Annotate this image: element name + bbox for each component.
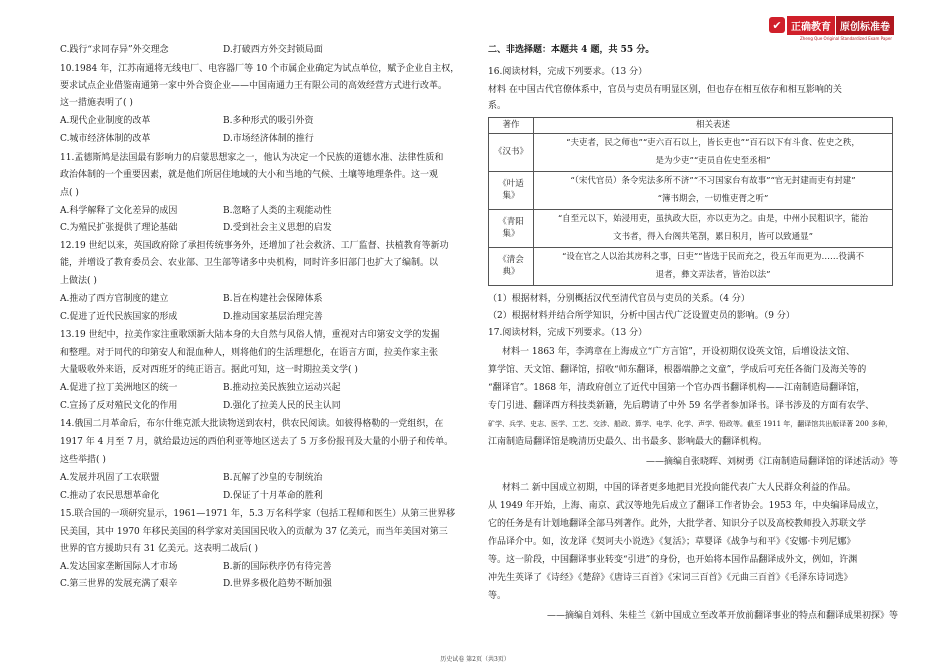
brand-tagline: 原创标准卷	[836, 16, 894, 35]
question-line	[60, 240, 449, 252]
text-segment: 能，并增设了教育委员会、农业部、卫生部等诸多中央机构，同时许多旧部门也扩大了编制。以	[60, 258, 439, 268]
answer-option: B.推动拉美民族独立运动兴起	[223, 383, 341, 393]
q16-req-1: （1）根据材料，分别概括汉代至清代官员与吏员的关系。（4 分）	[488, 294, 750, 304]
text-segment: 要求试点企业借鉴南通第一家中外合资企业——中国南通力王有限公司的高效经营方式进行改革。	[60, 81, 448, 91]
question-line	[60, 418, 443, 430]
material-line: 材料一 1863 年，李鸿章在上海成立“广方言馆”，开设初期仅设英文馆，后增设法文馆、	[502, 347, 855, 357]
text-segment: 15.联合国的一项研究显示，1961—1971 年，5.3 万名科学家（包括工程师和医生）从第三世界移	[60, 509, 456, 519]
answer-option: C.城市经济体制的改革	[60, 134, 151, 144]
question-line	[60, 63, 459, 75]
answer-option: C.推动了农民思想革命化	[60, 491, 160, 501]
material-line: ——摘编自张晓晖、刘树勇《江南制造局翻译馆的译述活动》等	[645, 457, 898, 467]
text-segment: 大量吸收外来语，反对西班牙的纯正语言。据此可知，这一时期拉美文学( )	[60, 365, 358, 375]
book-title-line: 《汉书》	[493, 146, 528, 157]
text-segment: 10.1984 年，江苏南通将无线电厂、电容器厂等 10 个市属企业确定为试点单位，赋予企业自主权，	[60, 64, 460, 74]
question-line	[60, 526, 448, 538]
material-line: 等。这一阶段，中国翻译事业转变“引进”的身份，也开始将本国作品翻译成外文，例如，许渊	[488, 555, 858, 565]
book-title	[489, 248, 534, 286]
answer-option: D.市场经济体制的推行	[223, 134, 314, 144]
question-line	[60, 543, 258, 555]
q16-material-line: 系。	[488, 101, 507, 111]
material-line: 从 1949 年开始，上海、南京、武汉等地先后成立了翻译工作者协会。1953 年，中央编译局成立，	[488, 501, 885, 511]
option-row	[60, 311, 323, 323]
table-header-book: 著作	[489, 118, 534, 134]
text-segment: 1917 年 4 月至 7 月，就给最边远的西伯利亚等地区送去了 5 万多份报刊及大量的小册子和传单。	[60, 437, 454, 447]
option-row	[60, 133, 314, 145]
material-line: 冲先生英译了《诗经》《楚辞》《唐诗三百首》《宋词三百首》《元曲三百首》《毛泽东诗词选》	[488, 573, 853, 583]
book-title-line: 集》	[502, 190, 520, 201]
material-line: 作品译介中。如，汝龙译《契诃夫小说选》《复活》；草婴译《战争与和平》《安娜·卡列尼娜》	[488, 537, 856, 547]
answer-option: C.第三世界的发展充满了艰辛	[60, 579, 178, 589]
answer-option: C.宣扬了反对殖民文化的作用	[60, 401, 178, 411]
material-line: 算学馆、天文馆、翻译馆，招收“师东翻译，根器端静之文童”，学成后可充任各衙门及海关等的	[488, 365, 867, 375]
answer-option: D.受到社会主义思想的启发	[223, 223, 332, 233]
text-segment: 这一措施表明了( )	[60, 98, 133, 108]
answer-option: C.践行“求同存异”外交理念	[60, 45, 169, 55]
option-row	[60, 115, 314, 127]
option-row	[60, 490, 323, 502]
description-line: 是为少吏”“吏员自佐史至丞相”	[655, 155, 771, 166]
text-segment: 12.19 世纪以来，英国政府除了承担传统事务外，还增加了社会救济、工厂监督、扶植教育等新功	[60, 241, 449, 251]
page-footer: 历史试卷 第2页（共3页）	[440, 656, 510, 663]
option-row	[60, 44, 323, 56]
q16-req-2: （2）根据材料并结合所学知识，分析中国古代广泛设置吏员的影响。（9 分）	[488, 311, 795, 321]
option-row	[60, 293, 323, 305]
question-line	[60, 97, 133, 109]
question-line	[60, 80, 447, 92]
table-header-desc: 相关表述	[534, 118, 893, 134]
text-segment: 世界的官方援助只有 31 亿美元。这表明二战后( )	[60, 544, 259, 554]
book-title-line: 《叶适	[498, 179, 524, 189]
answer-option: C.促进了近代民族国家的形成	[60, 312, 178, 322]
answer-option: A.现代企业制度的改革	[60, 116, 151, 126]
table-row	[489, 210, 893, 248]
q16-title: 16.阅读材料，完成下列要求。（13 分）	[488, 67, 648, 77]
question-line	[60, 347, 438, 359]
book-title	[489, 172, 534, 210]
description-line: “设在官之人以治其房科之事，曰吏”“皆选于民而充之，役五年而更为……役满不	[561, 252, 865, 262]
question-line	[60, 364, 358, 376]
question-line	[60, 257, 438, 269]
book-title-line: 典》	[502, 266, 520, 277]
description	[534, 134, 893, 172]
checkmark-icon: ✔	[769, 17, 785, 33]
description-line: 文书者，得入台阁共笔剳，累日积月，皆可以致通显”	[613, 231, 813, 242]
answer-option: D.保证了十月革命的胜利	[223, 491, 323, 501]
option-row	[60, 561, 332, 573]
material-line: ——摘编自刘科、朱桂兰《新中国成立至改革开放前翻译事业的特点和翻译成果初探》等	[546, 611, 898, 621]
description-line: “自至元以下，始浸用吏，虽执政大臣，亦以吏为之。由是，中州小民粗识字，能治	[557, 214, 869, 224]
material-line: 材料二 新中国成立初期，中国的译者更多地把目光投向能代表广大人民群众利益的作品。	[502, 483, 856, 493]
question-line	[60, 187, 79, 199]
answer-option: A.科学解释了文化差异的成因	[60, 206, 178, 216]
text-segment: 政治体制的一个重要因素，就是他们所居住地域的大小和当地的气候、土壤等地理条件。这一观	[60, 170, 439, 180]
text-segment: 点( )	[60, 188, 79, 198]
material-line: 江南制造局翻译馆是晚清历史最久、出书最多、影响最大的翻译机构。	[488, 437, 768, 447]
answer-option: D.推动国家基层治理完善	[223, 312, 323, 322]
answer-option: B.新的国际秩序仍有待完善	[223, 562, 332, 572]
description	[534, 248, 893, 286]
brand-name: 正确教育	[787, 16, 835, 35]
source-table	[488, 117, 893, 286]
description-line: “夫吏者，民之师也”“吏六百石以上，皆长吏也”“百石以下有斗食、佐史之秩，	[566, 138, 860, 148]
description-line: “（宋代官员）条令宪法多所不济”“不习国家台有故事”“官无封建而吏有封建”	[570, 176, 856, 186]
text-segment: 11.孟德斯鸠是法国最有影响力的启蒙思想家之一，他认为决定一个民族的道德水准、法律性质和	[60, 153, 444, 163]
table-row	[489, 134, 893, 172]
answer-option: A.发达国家垄断国际人才市场	[60, 562, 178, 572]
question-line	[60, 275, 97, 287]
question-line	[60, 436, 453, 448]
description	[534, 172, 893, 210]
answer-option: A.发展并巩固了工农联盟	[60, 473, 160, 483]
text-segment: 14.俄国二月革命后，布尔什维克派大批读物送到农村，供农民阅读。如彼得格勒的一党组织，在	[60, 419, 444, 429]
material-line: 等。	[488, 591, 507, 601]
answer-option: B.忽略了人类的主观能动性	[223, 206, 332, 216]
table-row	[489, 248, 893, 286]
text-segment: 民美国，其中 1970 年移民美国的科学家对美国国民收入的贡献为 37 亿美元，而当年美国对第三	[60, 527, 448, 537]
book-title-line: 集》	[502, 228, 520, 239]
book-title-line: 《清会	[498, 255, 524, 265]
option-row	[60, 472, 323, 484]
description	[534, 210, 893, 248]
option-row	[60, 578, 332, 590]
material-line: “翻译官”。1868 年，清政府创立了近代中国第一个官办西书翻译机构——江南制造局翻译馆，	[488, 383, 865, 393]
question-line	[60, 329, 440, 341]
answer-option: A.推动了西方官制度的建立	[60, 294, 169, 304]
material-line: 矿学、兵学、史志、医学、工艺、交涉、船政、算学、电学、化学、声学、铅政等。截至 1911 年，翻译馆共出版译著 200 多种，	[488, 420, 893, 428]
table-row	[489, 172, 893, 210]
brand-subtitle: Zheng Que Original Standardized Exam Paper	[800, 36, 892, 41]
answer-option: B.瓦解了沙皇的专制统治	[223, 473, 323, 483]
answer-option: D.打破西方外交封锁局面	[223, 45, 323, 55]
option-row	[60, 400, 341, 412]
book-title	[489, 210, 534, 248]
book-title-line: 《青阳	[498, 217, 524, 227]
material-line: 它的任务是有计划地翻译全部马列著作。此外，大批学者、知识分子以及高校教师投入苏联文学	[488, 519, 867, 529]
description-line: “簿书期会，一切惟吏胥之听”	[657, 193, 769, 204]
answer-option: D.世界多极化趋势不断加强	[223, 579, 332, 589]
text-segment: 这些举措( )	[60, 455, 106, 465]
answer-option: C.为殖民扩张提供了理论基础	[60, 223, 178, 233]
question-line	[60, 508, 455, 520]
question-line	[60, 169, 438, 181]
book-title	[489, 134, 534, 172]
text-segment: 13.19 世纪中，拉美作家注重歌颂新大陆本身的大自然与风俗人情，重视对古印第安文学的发掘	[60, 330, 440, 340]
answer-option: A.促进了拉丁美洲地区的统一	[60, 383, 178, 393]
option-row	[60, 222, 332, 234]
option-row	[60, 205, 332, 217]
brand-logo	[769, 14, 894, 36]
description-line: 退者，彝文弄法者，皆治以法”	[655, 269, 771, 280]
text-segment: 和整理。对于同代的印第安人和混血种人，则将他们的生活理想化，在语言方面，拉美作家主张	[60, 348, 439, 358]
option-row	[60, 382, 341, 394]
question-line	[60, 454, 106, 466]
material-line: 专门引进、翻译西方科技类新籍，先后聘请了中外 59 名学者参加译书。译书涉及的方面有农学、	[488, 401, 875, 411]
section-title: 二、非选择题：本题共 4 题，共 55 分。	[488, 45, 655, 55]
q17-title: 17.阅读材料，完成下列要求。（13 分）	[488, 328, 648, 338]
answer-option: B.多种形式的吸引外资	[223, 116, 314, 126]
text-segment: 上做法( )	[60, 276, 97, 286]
answer-option: D.强化了拉美人民的民主认同	[223, 401, 341, 411]
q16-material-line: 材料 在中国古代官僚体系中，官员与吏员有明显区别，但也存在相互依存和相互影响的关	[488, 85, 842, 95]
question-line	[60, 152, 443, 164]
answer-option: B.旨在构建社会保障体系	[223, 294, 323, 304]
